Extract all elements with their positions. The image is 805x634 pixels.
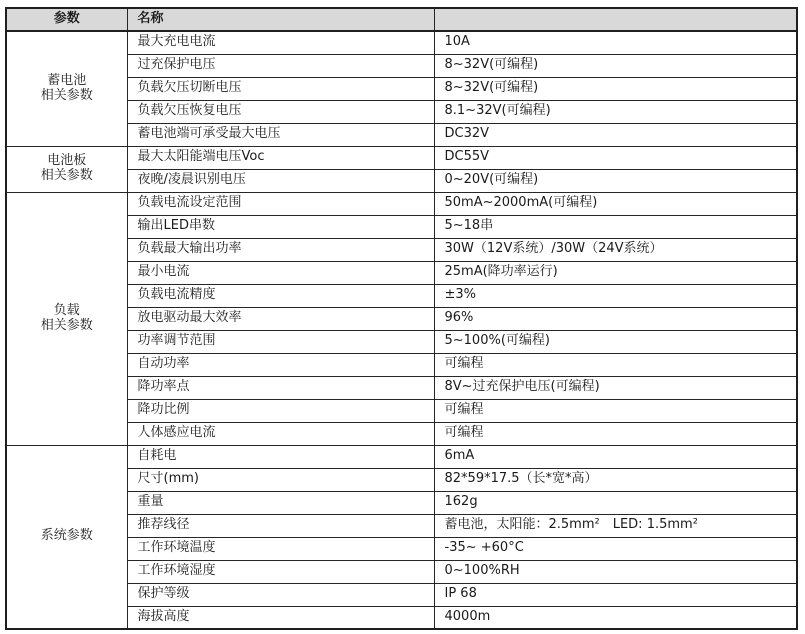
param-value: 10A [434, 31, 797, 54]
param-name: 保护等级 [127, 583, 434, 606]
param-name: 工作环境温度 [127, 537, 434, 560]
param-name: 最大太阳能端电压Voc [127, 146, 434, 169]
group-label-line: 相关参数 [40, 87, 93, 103]
param-name: 负载电流精度 [127, 284, 434, 307]
param-value: 96% [434, 307, 797, 330]
table-row [6, 445, 797, 468]
table-row [6, 192, 797, 215]
param-name: 负载电流设定范围 [127, 192, 434, 215]
param-value: 蓄电池，太阳能：2.5mm² LED: 1.5mm² [434, 514, 797, 537]
param-name: 放电驱动最大效率 [127, 307, 434, 330]
param-name: 过充保护电压 [127, 54, 434, 77]
param-name: 最大充电电流 [127, 31, 434, 54]
group-label-system [6, 445, 127, 629]
param-value: DC55V [434, 146, 797, 169]
param-name: 降功比例 [127, 399, 434, 422]
param-name: 尺寸(mm) [127, 468, 434, 491]
param-name: 自动功率 [127, 353, 434, 376]
param-name: 工作环境湿度 [127, 560, 434, 583]
header-value-column [434, 8, 797, 31]
param-value: 可编程 [434, 422, 797, 445]
param-name: 自耗电 [127, 445, 434, 468]
group-label-line: 系统参数 [40, 528, 93, 544]
table-row [6, 31, 797, 54]
param-value: 8~32V(可编程) [434, 77, 797, 100]
param-value: 5~18串 [434, 215, 797, 238]
param-name: 夜晚/凌晨识别电压 [127, 169, 434, 192]
param-name: 最小电流 [127, 261, 434, 284]
header-param-column: 参数 [6, 8, 127, 31]
param-value: DC32V [434, 123, 797, 146]
param-value: 可编程 [434, 399, 797, 422]
param-name: 负载最大输出功率 [127, 238, 434, 261]
param-name: 推荐线径 [127, 514, 434, 537]
param-value: 可编程 [434, 353, 797, 376]
param-value: 8.1~32V(可编程) [434, 100, 797, 123]
param-name: 重量 [127, 491, 434, 514]
param-name: 海拔高度 [127, 606, 434, 629]
param-value: 0~20V(可编程) [434, 169, 797, 192]
group-label-line: 负载 [53, 302, 80, 318]
param-value: 162g [434, 491, 797, 514]
group-label-panel [6, 146, 127, 192]
param-value: 4000m [434, 606, 797, 629]
param-value: ±3% [434, 284, 797, 307]
param-value: -35~ +60°C [434, 537, 797, 560]
param-name: 输出LED串数 [127, 215, 434, 238]
param-value: 30W（12V系统）/30W（24V系统） [434, 238, 797, 261]
group-label-load [6, 192, 127, 445]
param-value: 0~100%RH [434, 560, 797, 583]
group-label-line: 蓄电池 [47, 72, 87, 88]
param-name: 功率调节范围 [127, 330, 434, 353]
param-value: 25mA(降功率运行) [434, 261, 797, 284]
param-name: 负载欠压恢复电压 [127, 100, 434, 123]
header-name-column: 名称 [127, 8, 434, 31]
table-row [6, 146, 797, 169]
param-value: 50mA~2000mA(可编程) [434, 192, 797, 215]
param-value: 82*59*17.5（长*宽*高） [434, 468, 797, 491]
param-value: 8~32V(可编程) [434, 54, 797, 77]
param-name: 人体感应电流 [127, 422, 434, 445]
param-name: 蓄电池端可承受最大电压 [127, 123, 434, 146]
spec-table [5, 7, 798, 630]
group-label-line: 相关参数 [40, 168, 93, 183]
group-label-line: 电池板 [47, 153, 87, 169]
param-name: 降功率点 [127, 376, 434, 399]
param-name: 负载欠压切断电压 [127, 77, 434, 100]
param-value: 6mA [434, 445, 797, 468]
table-header-row [6, 8, 797, 31]
param-value: 5~100%(可编程) [434, 330, 797, 353]
group-label-battery [6, 31, 127, 146]
group-label-line: 相关参数 [40, 317, 93, 333]
param-value: IP 68 [434, 583, 797, 606]
param-value: 8V~过充保护电压(可编程) [434, 376, 797, 399]
